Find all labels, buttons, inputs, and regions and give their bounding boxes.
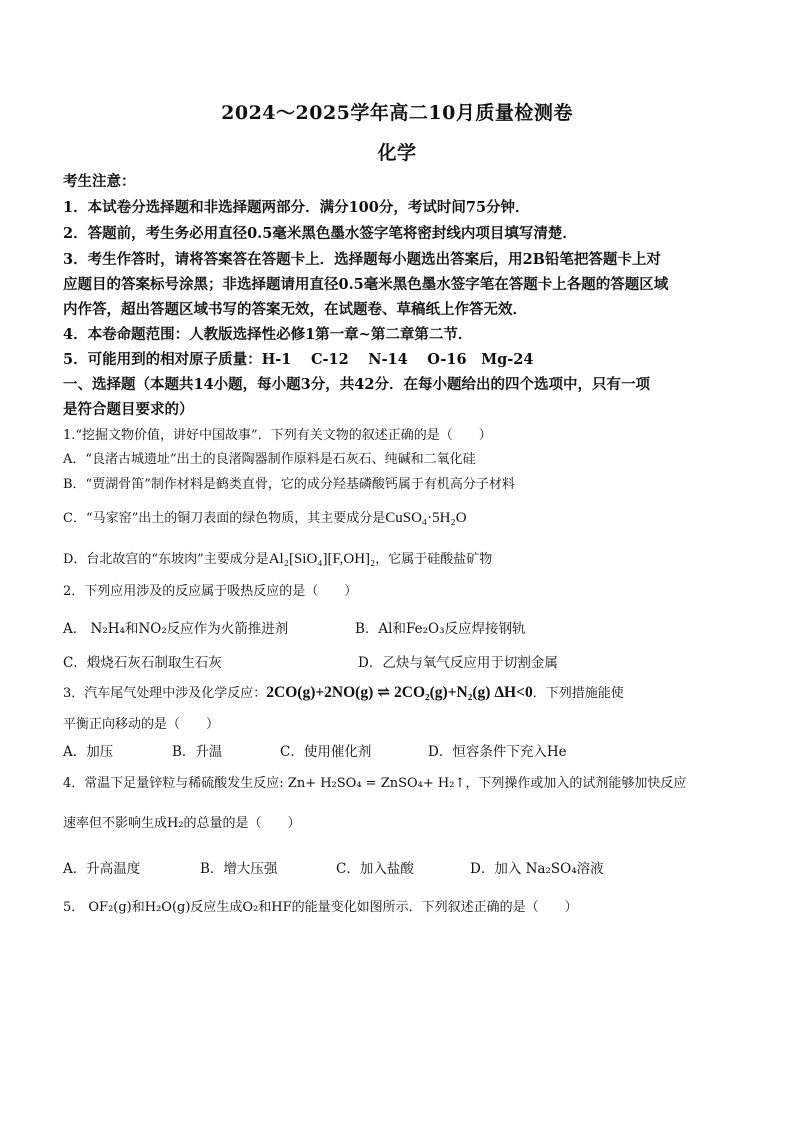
question-4-stem: 4．常温下足量锌粒与稀硫酸发生反应: Zn+ H₂SO₄ = ZnSO₄+ H₂↑，下列操作或加入的试剂能够加快反应 xyxy=(63,776,687,791)
question-3-stem-text: 3．汽车尾气处理中涉及化学反应： xyxy=(63,686,267,701)
formula: CuSO₄·5H₂O xyxy=(385,510,467,526)
question-2-option-c: C．煅烧石灰石制取生石灰 xyxy=(63,655,222,671)
question-2-option-d: D．乙炔与氧气反应用于切割金属 xyxy=(358,655,558,671)
question-4-option-c: C．加入盐酸 xyxy=(336,861,414,877)
question-5-stem: 5． OF₂(g)和H₂O(g)反应生成O₂和HF的能量变化如图所示．下列叙述正确的是（ ） xyxy=(63,900,578,915)
question-2-option-b: B．Al和Fe₂O₃反应焊接钢轨 xyxy=(355,621,526,637)
question-1-option-a: A．“良渚古城遗址”出土的良渚陶器制作原料是石灰石、纯碱和二氧化硅 xyxy=(63,452,476,467)
question-4-option-a: A．升高温度 xyxy=(63,861,141,877)
question-1-option-c xyxy=(63,509,763,528)
question-4-option-d: D．加入 Na₂SO₄溶液 xyxy=(470,861,604,877)
question-3-option-c: C．使用催化剂 xyxy=(280,744,372,760)
question-2-stem: 2．下列应用涉及的反应属于吸热反应的是（ ） xyxy=(63,584,358,599)
question-3-stem xyxy=(63,684,763,703)
section-heading: 一、选择题（本题共14小题，每小题3分，共42分．在每小题给出的四个选项中，只有一项 xyxy=(63,376,650,393)
question-1-option-d xyxy=(63,550,763,569)
question-1-option-b: B．“贾湖骨笛”制作材料是鹤类直骨，它的成分羟基磷酸钙属于有机高分子材料 xyxy=(63,477,515,492)
notice-item: 内作答，超出答题区域书写的答案无效，在试题卷、草稿纸上作答无效． xyxy=(63,301,527,318)
question-3-stem-tail: ．下列措施能使 xyxy=(532,686,624,701)
notice-item: 4．本卷命题范围：人教版选择性必修1第一章~第二章第二节． xyxy=(63,326,473,343)
chemical-equation: 2CO(g)+2NO(g) ⇌ 2CO₂(g)+N₂(g) ΔH<0 xyxy=(266,684,533,701)
question-2-option-a: A． N₂H₄和NO₂反应作为火箭推进剂 xyxy=(63,621,289,637)
question-3-option-a: A．加压 xyxy=(63,744,114,760)
question-1-option-d-text: D．台北故宫的“东坡肉”主要成分是 xyxy=(63,552,269,567)
notice-heading: 考生注意： xyxy=(63,173,136,190)
section-heading-cont: 是符合题目要求的） xyxy=(63,401,194,418)
question-1-option-c-text: C．“马家窑”出土的铜刀表面的绿色物质，其主要成分是 xyxy=(63,511,386,526)
notice-item: 3．考生作答时，请将答案答在答题卡上．选择题每小题选出答案后，用2B铅笔把答题卡上对 xyxy=(63,251,661,268)
notice-item: 1．本试卷分选择题和非选择题两部分．满分100分，考试时间75分钟． xyxy=(63,199,530,216)
question-3-option-b: B．升温 xyxy=(172,744,223,760)
exam-title: 2024～2025学年高二10月质量检测卷 xyxy=(221,102,573,124)
question-1-stem: 1.“挖掘文物价值，讲好中国故事”．下列有关文物的叙述正确的是（ ） xyxy=(63,428,492,443)
question-3-option-d: D．恒容条件下充入He xyxy=(428,744,567,760)
formula: Al₂[SiO₄][F,OH]₂ xyxy=(268,551,376,567)
question-1-option-d-tail: ，它属于硅酸盐矿物 xyxy=(375,552,493,567)
question-4-stem-cont: 速率但不影响生成H₂的总量的是（ ） xyxy=(63,816,301,831)
question-3-stem-cont: 平衡正向移动的是（ ） xyxy=(63,717,220,732)
question-4-option-b: B．增大压强 xyxy=(200,861,278,877)
notice-item: 应题目的答案标号涂黑；非选择题请用直径0.5毫米黑色墨水签字笔在答题卡上各题的答题区域 xyxy=(63,276,669,293)
notice-item: 2．答题前，考生务必用直径0.5毫米黑色墨水签字笔将密封线内项目填写清楚． xyxy=(63,225,577,242)
subject-title: 化学 xyxy=(377,142,417,164)
notice-item: 5．可能用到的相对原子质量：H-1 C-12 N-14 O-16 Mg-24 xyxy=(63,351,534,368)
